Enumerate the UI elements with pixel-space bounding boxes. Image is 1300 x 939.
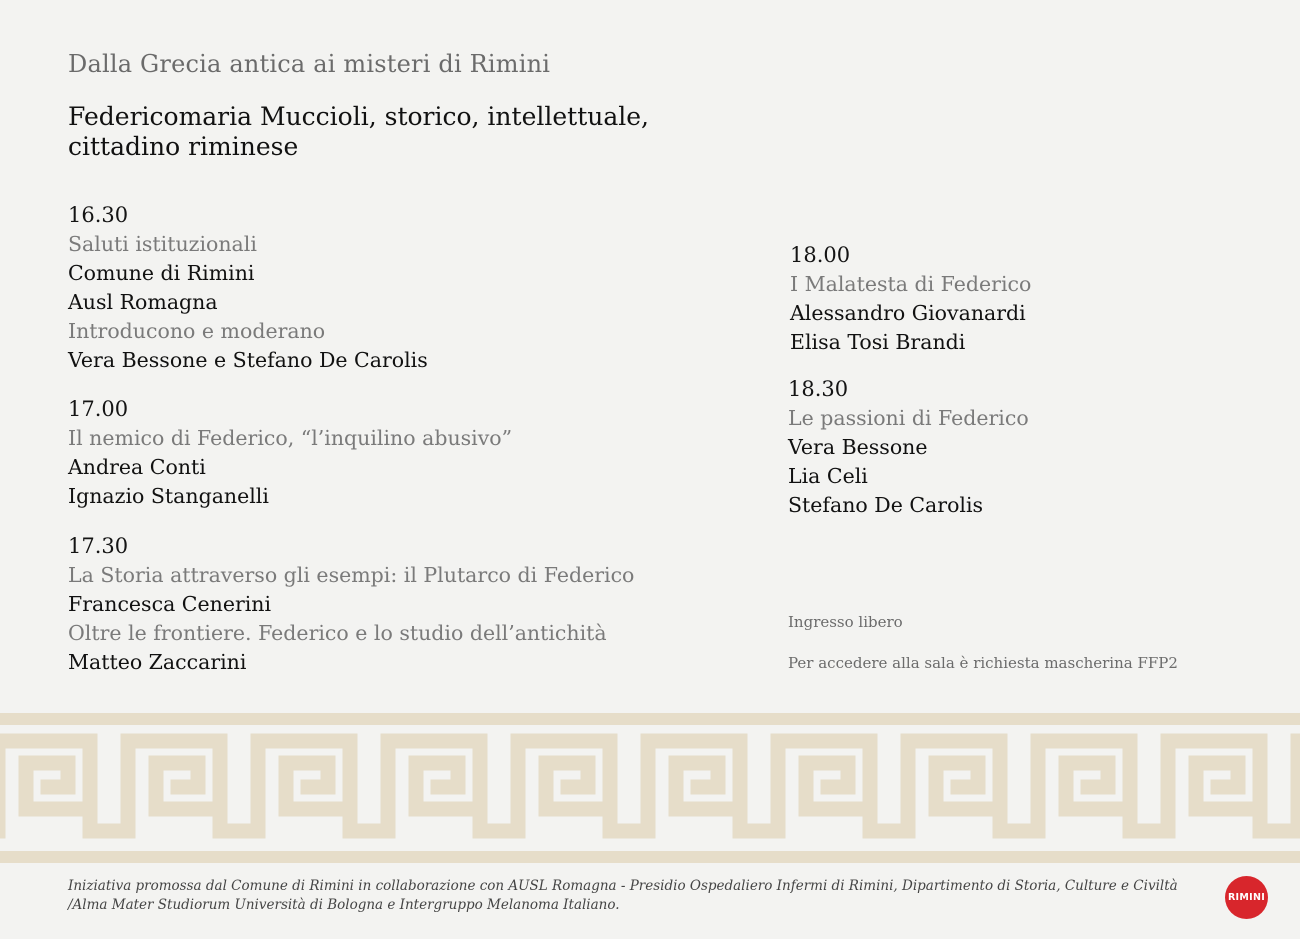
speaker: Ignazio Stanganelli (68, 484, 269, 508)
session-1730 (68, 532, 634, 677)
session-1700 (68, 395, 512, 511)
session-time: 17.30 (68, 534, 129, 558)
session-1630 (68, 201, 428, 375)
rimini-logo: RIMINI (1225, 876, 1268, 919)
speaker: Lia Celi (788, 464, 868, 488)
speaker: Alessandro Giovanardi (790, 301, 1026, 325)
session-topic: La Storia attraverso gli esempi: il Plutarco di Federico (68, 563, 635, 587)
session-time: 16.30 (68, 203, 129, 227)
speaker: Ausl Romagna (68, 290, 218, 314)
session-topic: Il nemico di Federico, “l’inquilino abusivo” (68, 426, 513, 450)
speaker: Elisa Tosi Brandi (790, 330, 966, 354)
speaker: Francesca Cenerini (68, 592, 272, 616)
speaker: Vera Bessone e Stefano De Carolis (68, 348, 428, 372)
session-topic: Introducono e moderano (68, 319, 326, 343)
session-time: 18.00 (790, 243, 851, 267)
session-topic: I Malatesta di Federico (790, 272, 1032, 296)
event-title-line-1: Federicomaria Muccioli, storico, intellettuale, (68, 102, 649, 131)
speaker: Comune di Rimini (68, 261, 255, 285)
speaker: Andrea Conti (68, 455, 206, 479)
session-topic: Oltre le frontiere. Federico e lo studio dell’antichità (68, 621, 607, 645)
session-1830 (788, 375, 1029, 520)
session-1800 (790, 241, 1031, 357)
meander-decoration (0, 713, 1300, 863)
entry-note: Ingresso libero (788, 613, 903, 631)
speaker: Matteo Zaccarini (68, 650, 247, 674)
footer-credits: Iniziativa promossa dal Comune di Rimini in collaborazione con AUSL Romagna - Presidio Ospedaliero Infermi di Rimini, Dipartimento di Storia, Culture e Civiltà /Alma Mater Studiorum Università di Bologna e Intergruppo Melanoma Italiano. (68, 878, 1178, 913)
session-topic: Le passioni di Federico (788, 406, 1029, 430)
session-topic: Saluti istituzionali (68, 232, 257, 256)
speaker: Stefano De Carolis (788, 493, 984, 517)
speaker: Vera Bessone (788, 435, 928, 459)
session-time: 18.30 (788, 377, 849, 401)
session-time: 17.00 (68, 397, 129, 421)
event-kicker: Dalla Grecia antica ai misteri di Rimini (68, 50, 551, 78)
mask-note: Per accedere alla sala è richiesta mascherina FFP2 (788, 654, 1178, 672)
event-title-line-2: cittadino riminese (68, 132, 299, 161)
